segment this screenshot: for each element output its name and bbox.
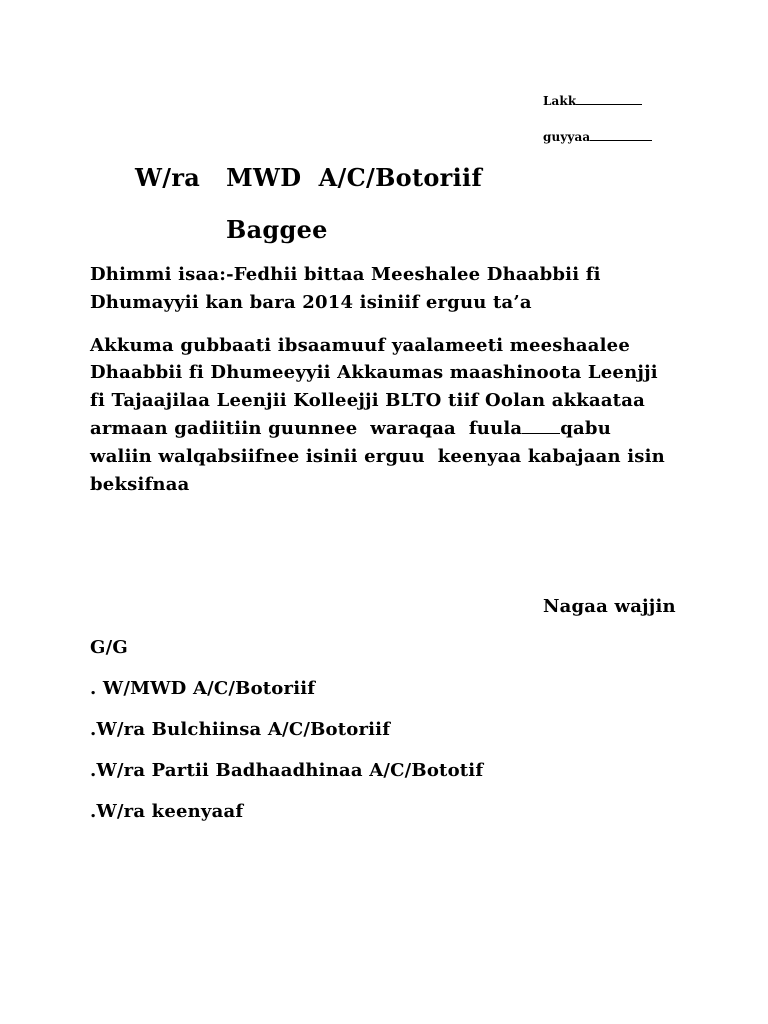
date-line <box>543 130 652 144</box>
body-line-6: beksifnaa <box>90 474 190 495</box>
body-line-4-end: qabu <box>560 418 611 439</box>
cc-item: .W/ra Bulchiinsa A/C/Botoriif <box>90 719 391 740</box>
body-line-3: fi Tajaajilaa Leenjii Kolleejji BLTO tiif Oolan akkaataa <box>90 390 645 411</box>
body-line-1: Akkuma gubbaati ibsaamuuf yaalameeti meeshaalee <box>90 335 630 356</box>
cc-item: . W/MWD A/C/Botoriif <box>90 678 316 699</box>
body-line-5: waliin walqabsiifnee isinii erguu keenyaa kabajaan isin <box>90 446 665 467</box>
date-blank <box>590 130 652 141</box>
date-label: guyyaa <box>543 130 591 144</box>
reference-label: Lakk <box>543 94 577 108</box>
reference-blank <box>576 94 642 105</box>
cc-item: .W/ra Partii Badhaadhinaa A/C/Bototif <box>90 760 484 781</box>
recipient-line-2: Baggee <box>226 215 328 244</box>
body-line-4 <box>90 416 611 442</box>
closing-text: Nagaa wajjin <box>543 596 676 617</box>
body-line-4-start: armaan gadiitiin guunnee waraqaa fuula <box>90 418 523 439</box>
body-line-2: Dhaabbii fi Dhumeeyyii Akkaumas maashinoota Leenjji <box>90 362 658 383</box>
cc-header: G/G <box>90 637 128 658</box>
page-count-blank <box>522 419 560 434</box>
subject-line-2: Dhumayyii kan bara 2014 isiniif erguu ta’a <box>90 292 532 313</box>
recipient-line-1: W/ra MWD A/C/Botoriif <box>135 163 483 192</box>
cc-item: .W/ra keenyaaf <box>90 801 244 822</box>
subject-line-1: Dhimmi isaa:-Fedhii bittaa Meeshalee Dhaabbii fi <box>90 264 601 285</box>
reference-number-line <box>543 94 642 108</box>
